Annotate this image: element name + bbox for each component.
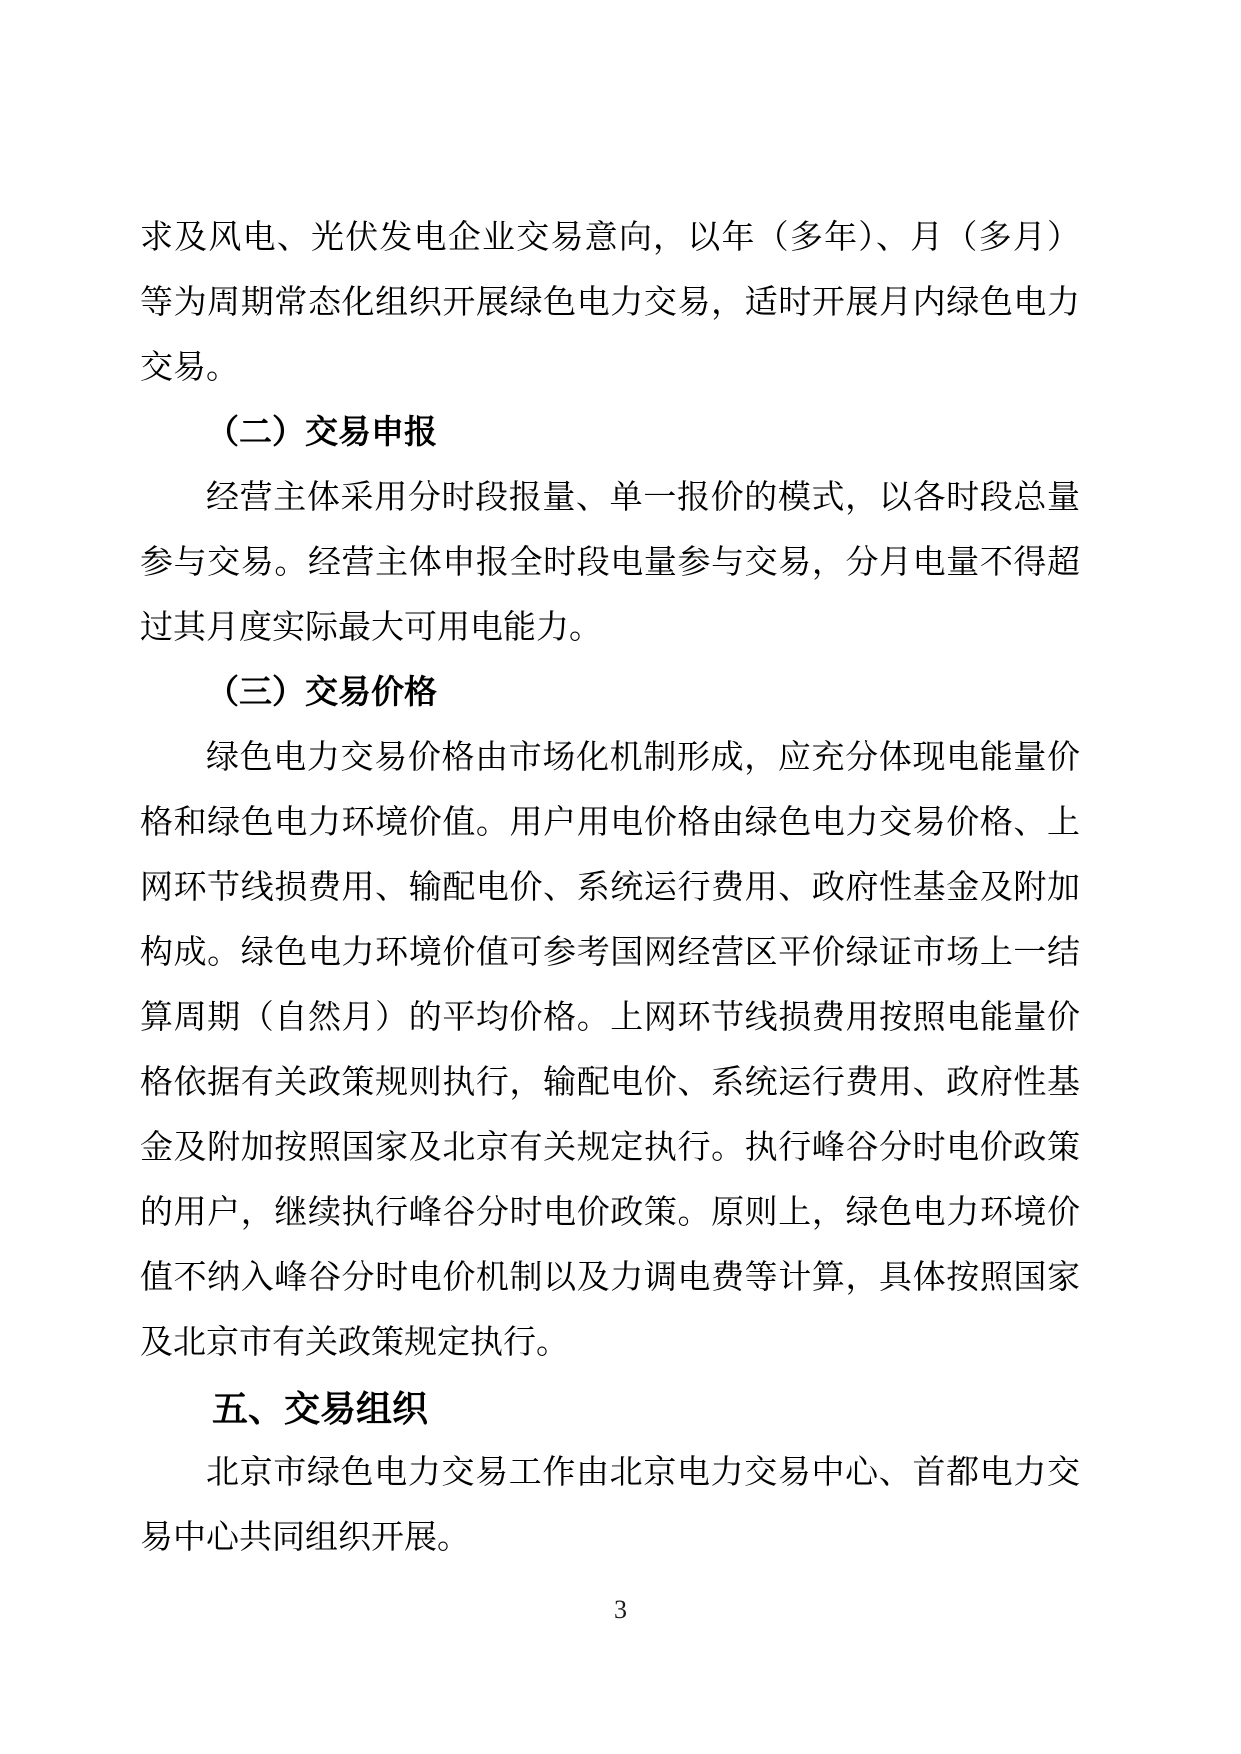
body-paragraph-trade-organization: 北京市绿色电力交易工作由北京电力交易中心、首都电力交易中心共同组织开展。: [140, 1455, 1080, 1556]
subsection-heading-trade-declaration: （二）交易申报: [206, 415, 437, 451]
section-heading-trade-organization: 五、交易组织: [212, 1388, 429, 1429]
subsection-heading-trade-price: （三）交易价格: [206, 675, 437, 711]
paragraph-continuation: 求及风电、光伏发电企业交易意向，以年（多年）、月（多月）等为周期常态化组织开展绿色电力交易，适时开展月内绿色电力交易。: [140, 220, 1080, 386]
body-paragraph-trade-declaration: 经营主体采用分时段报量、单一报价的模式，以各时段总量参与交易。经营主体申报全时段电量参与交易，分月电量不得超过其月度实际最大可用电能力。: [140, 480, 1080, 646]
body-paragraph-trade-price: 绿色电力交易价格由市场化机制形成，应充分体现电能量价格和绿色电力环境价值。用户用电价格由绿色电力交易价格、上网环节线损费用、输配电价、系统运行费用、政府性基金及附加构成。绿色电力环境价值可参考国网经营区平价绿证市场上一结算周期（自然月）的平均价格。上网环节线损费用按照电能量价格依据有关政策规则执行，输配电价、系统运行费用、政府性基金及附加按照国家及北京有关规定执行。执行峰谷分时电价政策的用户，继续执行峰谷分时电价政策。原则上，绿色电力环境价值不纳入峰谷分时电价机制以及力调电费等计算，具体按照国家及北京市有关政策规定执行。: [140, 740, 1080, 1361]
text-column: [140, 206, 1080, 1571]
page-number: 3: [614, 1595, 627, 1624]
